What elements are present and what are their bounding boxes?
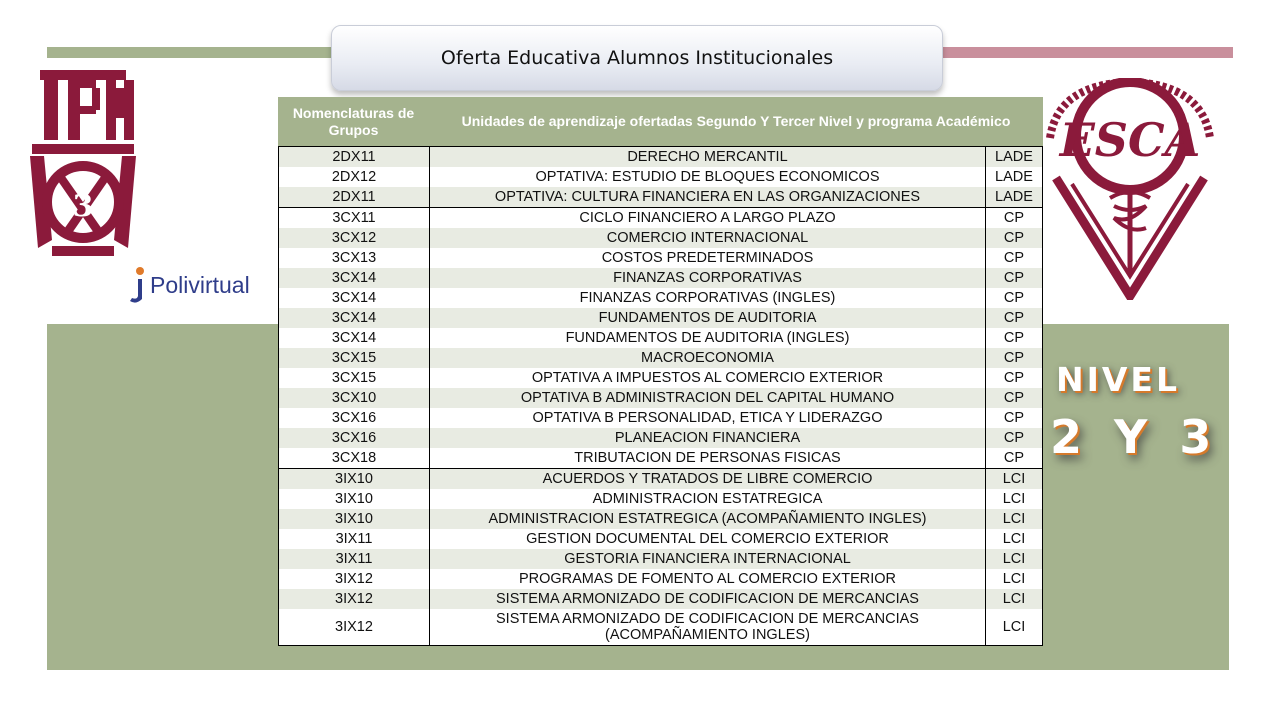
cell-group: 3CX12 [279,228,430,248]
cell-program: CP [986,448,1043,469]
header-units: Unidades de aprendizaje ofertadas Segundo Y Tercer Nivel y programa Académico [461,113,1011,129]
table-row [279,448,1043,469]
table-row [279,208,1043,229]
table-row [279,529,1043,549]
cell-program: CP [986,208,1043,229]
top-band-green [47,47,337,58]
offer-table [278,97,1043,646]
page-title: Oferta Educativa Alumnos Institucionales [440,47,834,69]
cell-program: CP [986,428,1043,448]
header-groups: Nomenclaturas de Grupos [292,104,415,138]
table-row [279,408,1043,428]
cell-group: 3CX14 [279,288,430,308]
cell-program: LCI [986,569,1043,589]
cell-group: 3IX11 [279,549,430,569]
cell-unit: COSTOS PREDETERMINADOS [430,248,986,268]
table-row [279,509,1043,529]
table-row [279,248,1043,268]
cell-unit: ACUERDOS Y TRATADOS DE LIBRE COMERCIO [430,469,986,490]
cell-program: CP [986,308,1043,328]
cell-group: 2DX11 [279,147,430,168]
cell-unit: OPTATIVA: ESTUDIO DE BLOQUES ECONOMICOS [430,167,986,187]
table-row [279,549,1043,569]
table-row [279,388,1043,408]
cell-unit: SISTEMA ARMONIZADO DE CODIFICACION DE MERCANCIAS (ACOMPAÑAMIENTO INGLES) [430,609,986,646]
cell-unit: FUNDAMENTOS DE AUDITORIA [430,308,986,328]
cell-unit: OPTATIVA A IMPUESTOS AL COMERCIO EXTERIOR [430,368,986,388]
table-row [279,589,1043,609]
cell-unit: OPTATIVA: CULTURA FINANCIERA EN LAS ORGANIZACIONES [430,187,986,208]
table-row [279,268,1043,288]
table-row [279,187,1043,208]
cell-unit: TRIBUTACION DE PERSONAS FISICAS [430,448,986,469]
cell-program: LCI [986,549,1043,569]
table-body [278,146,1043,646]
cell-unit: ADMINISTRACION ESTATREGICA [430,489,986,509]
cell-group: 3CX15 [279,348,430,368]
cell-program: LADE [986,147,1043,168]
cell-group: 3IX11 [279,529,430,549]
cell-program: LCI [986,589,1043,609]
table-row [279,368,1043,388]
cell-group: 3CX13 [279,248,430,268]
table-row [279,609,1043,646]
cell-program: LADE [986,187,1043,208]
cell-program: CP [986,288,1043,308]
cell-unit: SISTEMA ARMONIZADO DE CODIFICACION DE MERCANCIAS [430,589,986,609]
polivirtual-logo [126,262,276,308]
cell-program: CP [986,368,1043,388]
nivel-number: 2 Y 3 [1050,410,1220,464]
table-header [278,97,1043,146]
cell-group: 3IX12 [279,609,430,646]
table-row [279,428,1043,448]
cell-program: LCI [986,609,1043,646]
cell-program: CP [986,348,1043,368]
esca-logo-icon [1044,78,1216,300]
cell-group: 3IX12 [279,569,430,589]
cell-group: 3CX16 [279,408,430,428]
table-row [279,328,1043,348]
cell-group: 3CX18 [279,448,430,469]
polivirtual-text: Polivirtual [150,271,250,298]
table-row [279,569,1043,589]
cell-group: 3IX10 [279,489,430,509]
cell-group: 3CX16 [279,428,430,448]
cell-unit: MACROECONOMIA [430,348,986,368]
table-row [279,489,1043,509]
cell-group: 3CX14 [279,328,430,348]
cell-unit: DERECHO MERCANTIL [430,147,986,168]
cell-group: 3CX11 [279,208,430,229]
cell-program: CP [986,248,1043,268]
cell-program: CP [986,408,1043,428]
cell-program: CP [986,388,1043,408]
cell-program: LCI [986,509,1043,529]
table-row [279,308,1043,328]
table-row [279,288,1043,308]
cell-group: 3CX14 [279,268,430,288]
cell-unit: GESTION DOCUMENTAL DEL COMERCIO EXTERIOR [430,529,986,549]
table-row [279,228,1043,248]
cell-unit: FUNDAMENTOS DE AUDITORIA (INGLES) [430,328,986,348]
cell-program: CP [986,228,1043,248]
cell-program: CP [986,268,1043,288]
cell-group: 2DX11 [279,187,430,208]
cell-program: LCI [986,469,1043,490]
table-row [279,348,1043,368]
cell-unit: GESTORIA FINANCIERA INTERNACIONAL [430,549,986,569]
cell-group: 3CX15 [279,368,430,388]
cell-group: 3CX10 [279,388,430,408]
cell-group: 2DX12 [279,167,430,187]
table-row [279,167,1043,187]
table-row [279,469,1043,490]
cell-unit: ADMINISTRACION ESTATREGICA (ACOMPAÑAMIENTO INGLES) [430,509,986,529]
cell-unit: PROGRAMAS DE FOMENTO AL COMERCIO EXTERIOR [430,569,986,589]
cell-unit: PLANEACION FINANCIERA [430,428,986,448]
svg-text:3: 3 [72,189,94,224]
cell-group: 3IX10 [279,469,430,490]
ipn-logo-icon [22,60,144,260]
cell-group: 3IX10 [279,509,430,529]
cell-program: LCI [986,489,1043,509]
cell-unit: CICLO FINANCIERO A LARGO PLAZO [430,208,986,229]
polivirtual-mark-icon [126,265,150,305]
cell-unit: COMERCIO INTERNACIONAL [430,228,986,248]
cell-unit: OPTATIVA B ADMINISTRACION DEL CAPITAL HUMANO [430,388,986,408]
title-box [331,25,943,91]
table-row [279,147,1043,168]
svg-text:ESCA: ESCA [1059,113,1201,167]
cell-program: CP [986,328,1043,348]
top-band-rose [935,47,1233,58]
cell-program: LCI [986,529,1043,549]
nivel-label: NIVEL [1056,360,1181,399]
cell-unit: FINANZAS CORPORATIVAS [430,268,986,288]
cell-group: 3IX12 [279,589,430,609]
cell-unit: FINANZAS CORPORATIVAS (INGLES) [430,288,986,308]
cell-unit: OPTATIVA B PERSONALIDAD, ETICA Y LIDERAZGO [430,408,986,428]
cell-program: LADE [986,167,1043,187]
cell-group: 3CX14 [279,308,430,328]
